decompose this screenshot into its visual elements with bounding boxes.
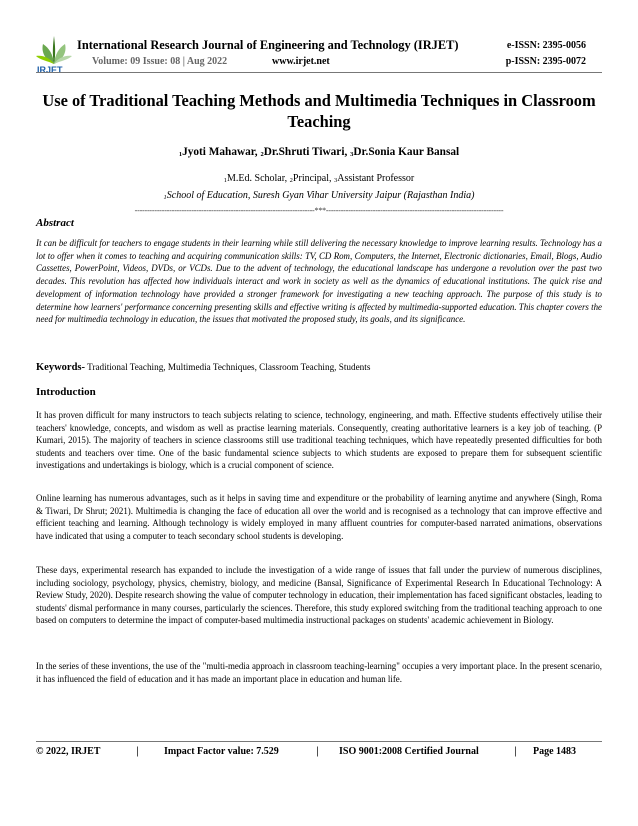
footer-page-number: Page 1483 — [533, 746, 577, 757]
author-name: Jyoti Mahawar, — [182, 146, 261, 158]
footer-divider — [36, 741, 602, 742]
footer-separator: | — [136, 746, 139, 757]
author-roles — [40, 173, 598, 184]
introduction-heading: Introduction — [36, 386, 96, 398]
intro-paragraph-3: These days, experimental research has expanded to include the investigation of a wide range of issues that fall under the purview of numerous disciplines, including sociology, psychology, physics, chemistry, biology, and medicine (Bansal, Significance of Experimental Research In Educational Technology: A Review Study, 2020). Despite research showing the value of computer technology in education, their implementation has faced significant obstacles, leading to students' dismal performance in many courses, particularly the sciences. Therefore, this study explored switching from the traditional teaching approach to one based on computers to determine the impact of computer-based multimedia instructional packages on students' academic achievement in Biology. — [36, 565, 602, 626]
section-separator: -------------------------------------------------------------------------***------------------------------------------------------------------------ — [134, 206, 504, 215]
intro-paragraph-4: In the series of these inventions, the use of the "multi-media approach in classroom teaching-learning" occupies a very important place. In the present scenario, it has influenced the field of education and it has made an important place in education and human life. — [36, 661, 602, 684]
intro-paragraph-2: Online learning has numerous advantages, such as it helps in saving time and expenditure or the probability of learning anytime and anywhere (Singh, Roma & Tiwari, Dr Shrut; 2021). Multimedia is changing the face of education all over the world and is recognised as a technology that can improve effective and efficient teaching and learning. Although technology is widely employed in many affluent countries for computer-based narrated animations, observations have indicated that using a computer to teach secondary school students is developing. — [36, 493, 602, 541]
affiliation-num: 1 — [163, 194, 167, 201]
author-num: 2 — [260, 151, 264, 158]
role-num: 3 — [334, 177, 338, 184]
abstract-text: It can be difficult for teachers to engage students in their learning while still delivering the necessary knowledge to improve learning results. Technology has a lot to offer when it comes to teaching and acquiring communication skills: TV, CD Rom, Computers, the Internet, Electronic dictionaries, Email, Blogs, Audio Cassettes, PowerPoint, Videos, DVDs, or VCDs. Due to the advent of technology, the educational landscape has undergone a revolution over the past two decades. This revolution has affected how individuals interact and work in society as well as the dynamics of educational institutions. The quick rise and development of information technology have provided a stronger framework for investigating a new teaching approach. The purpose of this study is to determine how learners' performance concerning presenting skills and effective writing is affected by multimedia-supported education. This chapter covers the need for multimedia technology in education, the issues that motivated the proposed study, its goals, and its significance. — [36, 238, 602, 325]
role-text: Principal, — [292, 173, 335, 184]
keywords-label: Keywords- — [36, 362, 85, 373]
p-issn: p-ISSN: 2395-0072 — [505, 56, 586, 67]
journal-title: International Research Journal of Engineering and Technology (IRJET) — [77, 38, 459, 52]
role-text: M.Ed. Scholar, — [227, 173, 290, 184]
e-issn: e-ISSN: 2395-0056 — [506, 40, 586, 51]
header-divider — [36, 72, 602, 73]
volume-issue: Volume: 09 Issue: 08 | Aug 2022 — [92, 56, 228, 67]
footer-separator: | — [514, 746, 517, 757]
keywords — [36, 362, 370, 373]
footer-copyright: © 2022, IRJET — [36, 746, 101, 757]
abstract-heading: Abstract — [36, 217, 74, 229]
logo-text: IRJET — [37, 65, 63, 75]
author-num: 3 — [350, 151, 354, 158]
author-name: Dr.Shruti Tiwari, — [263, 146, 351, 158]
page-footer — [36, 746, 576, 757]
journal-website[interactable]: www.irjet.net — [272, 56, 330, 67]
affiliation-text: School of Education, Suresh Gyan Vihar University Jaipur (Rajasthan India) — [166, 190, 475, 201]
intro-paragraph-1: It has proven difficult for many instructors to teach subjects relating to science, technology, engineering, and math. Effective students effectively utilise their teachers' knowledge, concepts, and wisdom as well as practise learning materials. Consequently, creating authoritative learners is a key job of teaching. (P Kumari, 2015). The majority of teachers in science classrooms still use traditional teaching techniques, which have repeatedly presented difficulties for both students and teachers over time. One of the basic fundamental science subjects to which students are exposed to prepare them for subsequent scientific investigations and undertakings is biology, which is a crucial component of science. — [36, 410, 602, 471]
affiliation — [40, 190, 598, 201]
footer-iso: ISO 9001:2008 Certified Journal — [339, 746, 479, 757]
role-num: 2 — [289, 177, 293, 184]
keywords-text: Traditional Teaching, Multimedia Techniques, Classroom Teaching, Students — [85, 362, 371, 372]
author-name: Dr.Sonia Kaur Bansal — [353, 146, 460, 158]
author-num: 1 — [178, 151, 183, 158]
footer-impact-factor: Impact Factor value: 7.529 — [164, 746, 279, 757]
paper-title: Use of Traditional Teaching Methods and Multimedia Techniques in Classroom Teaching — [42, 91, 596, 131]
role-text: Assistant Professor — [337, 173, 415, 184]
footer-separator: | — [316, 746, 319, 757]
role-num: 1 — [223, 177, 228, 184]
author-list — [40, 146, 598, 158]
